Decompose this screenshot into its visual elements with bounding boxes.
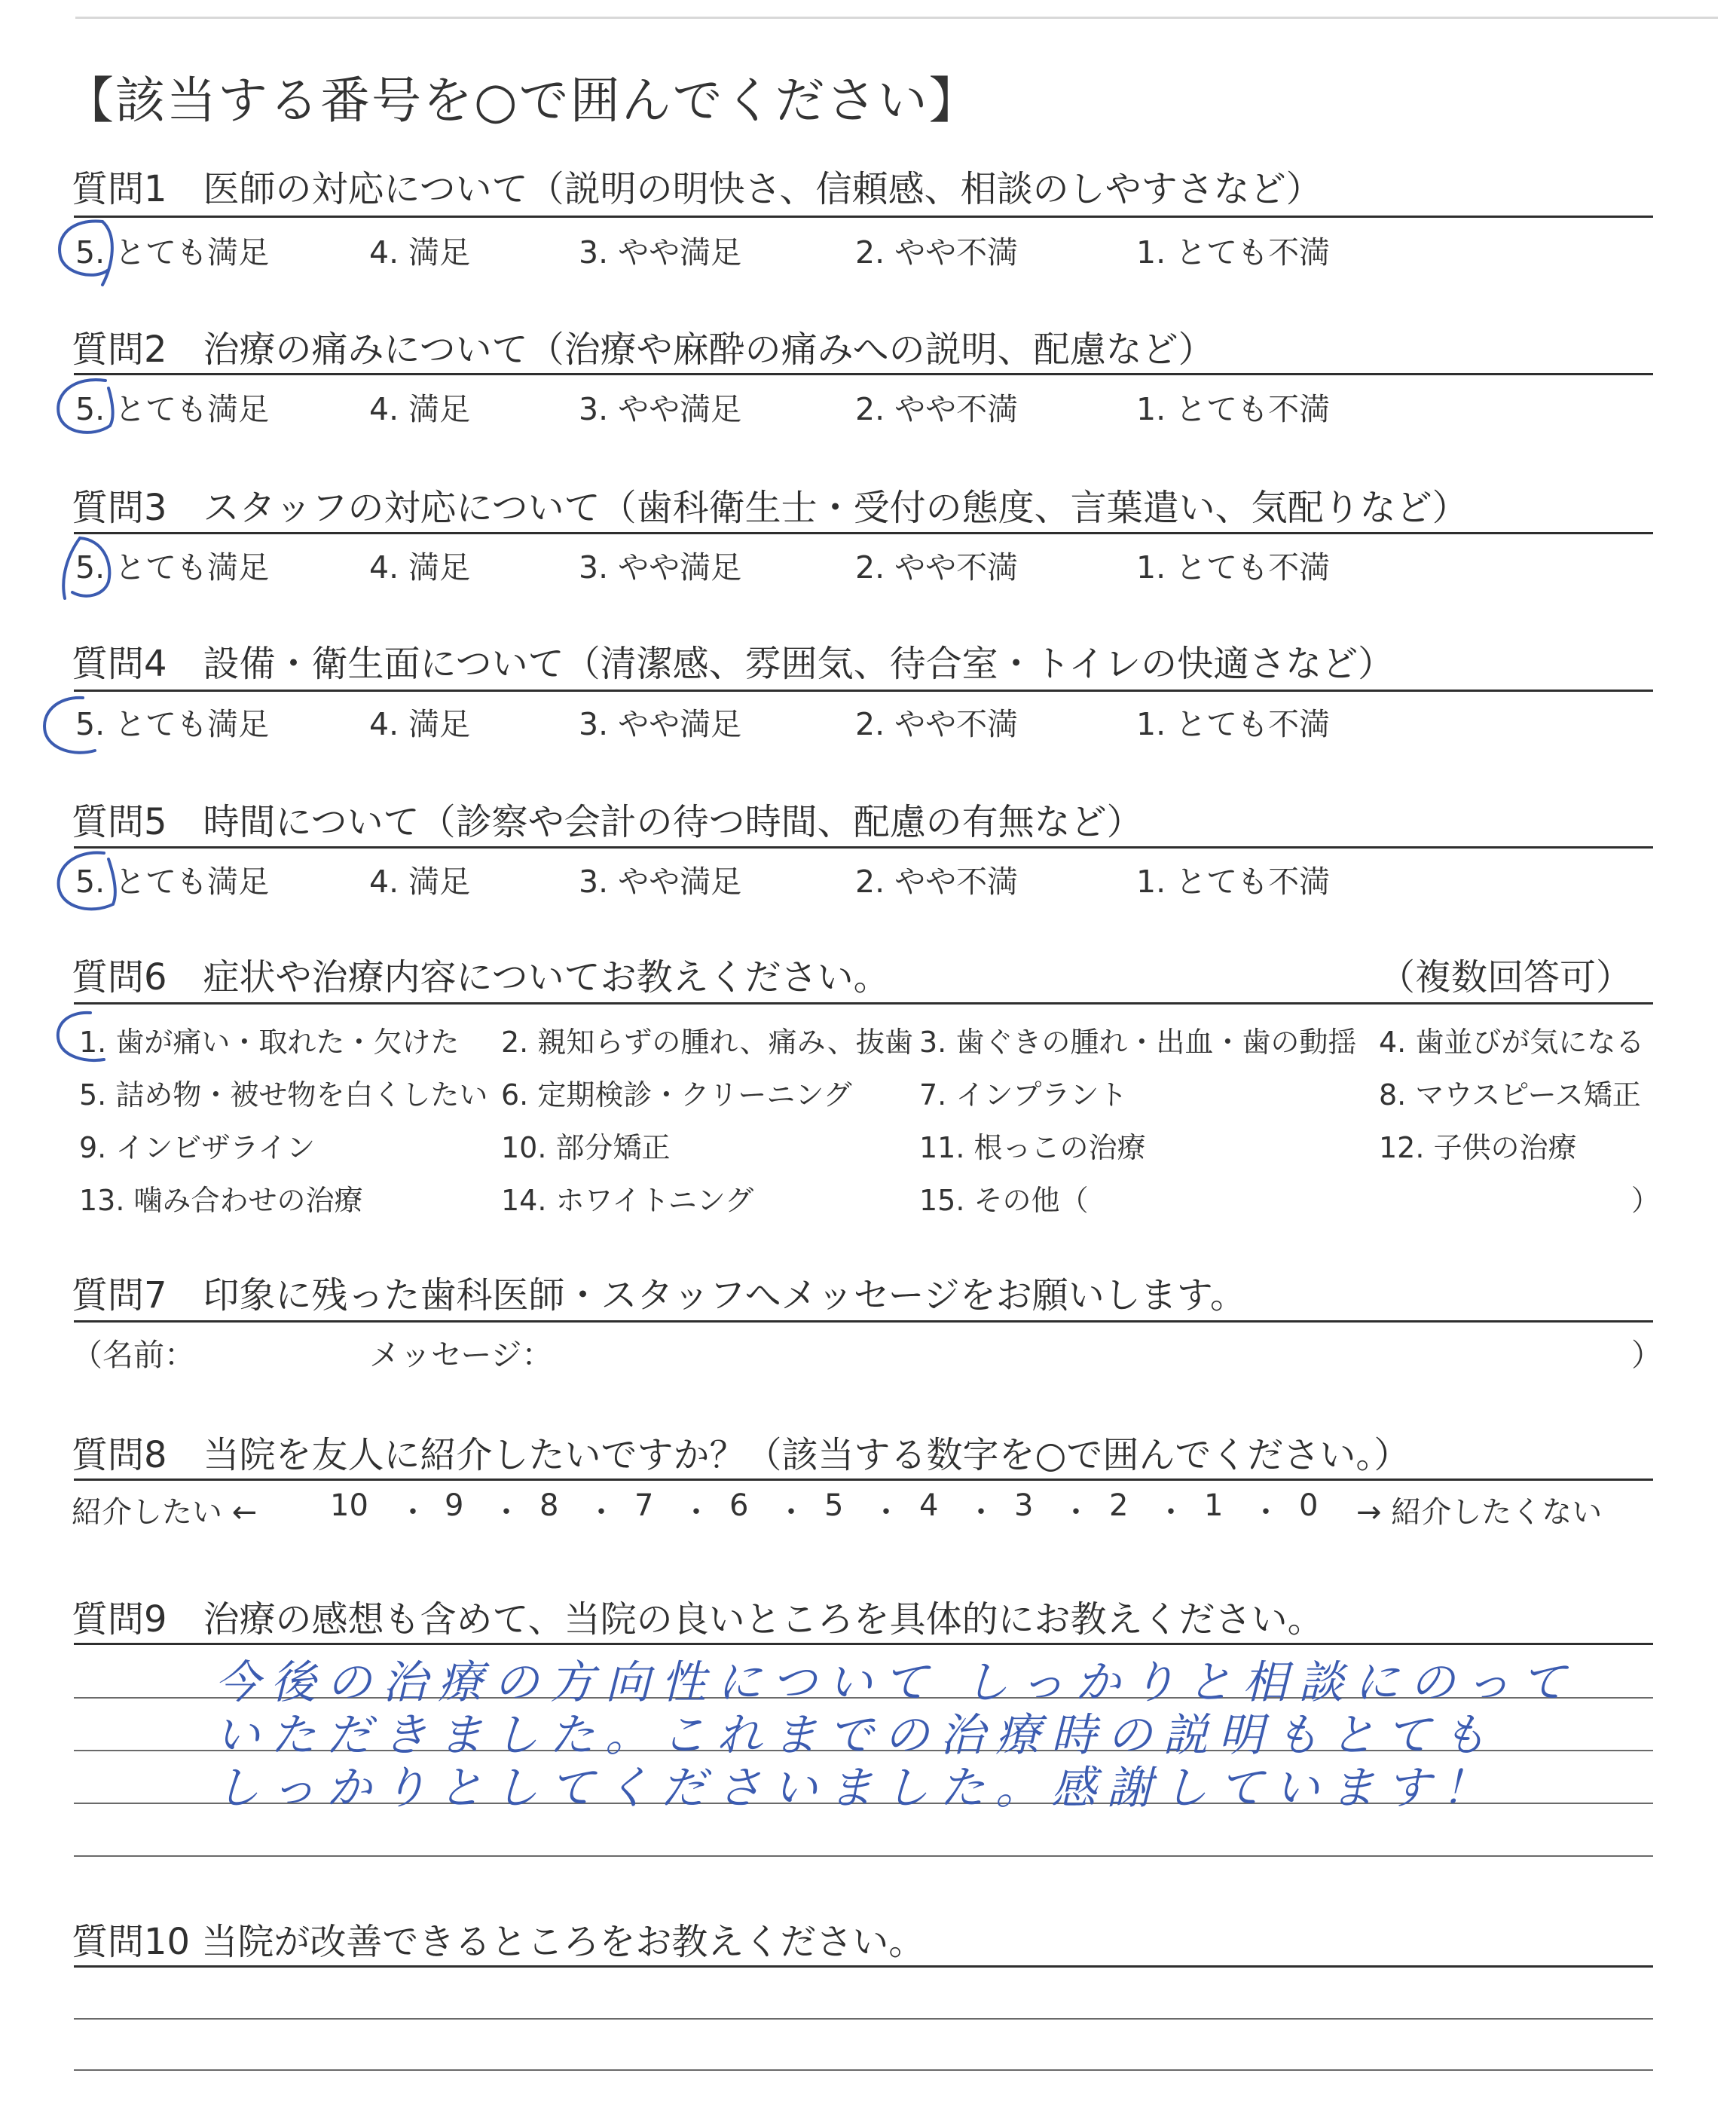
q4-option-3[interactable]: 3. やや満足	[579, 706, 742, 742]
scan-top-edge	[75, 17, 1718, 19]
q8-separator: ・	[586, 1495, 616, 1530]
q6-item-6[interactable]: 6. 定期検診・クリーニング	[501, 1078, 852, 1112]
q4-option-4[interactable]: 4. 満足	[369, 706, 471, 742]
q5-option-3[interactable]: 3. やや満足	[579, 864, 742, 900]
q6-item-14[interactable]: 14. ホワイトニング	[501, 1184, 754, 1217]
question-9-label: 質問9 治療の感想も含めて、当院の良いところを具体的にお教えください。	[72, 1598, 1324, 1641]
question-7-rule	[74, 1320, 1653, 1323]
q3-option-3[interactable]: 3. やや満足	[579, 549, 742, 586]
q3-answer-circle	[50, 532, 133, 607]
q8-score-4[interactable]: 4	[919, 1488, 939, 1523]
question-1-rule	[74, 216, 1653, 218]
q8-score-9[interactable]: 9	[445, 1488, 464, 1523]
q4-option-5[interactable]: 5. とても満足	[75, 706, 270, 742]
q8-score-10[interactable]: 10	[330, 1488, 368, 1523]
q8-score-1[interactable]: 1	[1204, 1488, 1224, 1523]
q3-option-2[interactable]: 2. やや不満	[855, 549, 1019, 586]
question-5-rule	[74, 846, 1653, 849]
q2-option-5[interactable]: 5. とても満足	[75, 391, 270, 427]
q6-item-15-other[interactable]: 15. その他（	[919, 1184, 1089, 1217]
q6-item-13[interactable]: 13. 噛み合わせの治療	[79, 1184, 363, 1217]
q2-option-1[interactable]: 1. とても不満	[1136, 391, 1331, 427]
q6-item-5[interactable]: 5. 詰め物・被せ物を白くしたい	[79, 1078, 488, 1112]
q3-option-4[interactable]: 4. 満足	[369, 549, 471, 586]
q8-score-5[interactable]: 5	[824, 1488, 844, 1523]
question-10-label: 質問10 当院が改善できるところをお教えください。	[72, 1921, 925, 1963]
question-8-rule	[74, 1479, 1653, 1481]
q4-option-1[interactable]: 1. とても不満	[1136, 706, 1331, 742]
q5-option-4[interactable]: 4. 満足	[369, 864, 471, 900]
q10-answer-line	[74, 2069, 1653, 2071]
q6-answer-circle	[45, 1002, 128, 1070]
question-10-rule	[74, 1965, 1653, 1968]
q8-score-3[interactable]: 3	[1014, 1488, 1034, 1523]
q5-option-1[interactable]: 1. とても不満	[1136, 864, 1331, 900]
q2-answer-circle	[45, 373, 136, 445]
q6-item-12[interactable]: 12. 子供の治療	[1379, 1131, 1577, 1164]
q6-other-close-paren: ）	[1631, 1184, 1661, 1217]
q8-separator: ・	[966, 1495, 996, 1530]
question-6-label: 質問6 症状や治療内容についてお教えください。	[72, 956, 890, 998]
q8-score-6[interactable]: 6	[729, 1488, 749, 1523]
q7-close-paren: ）	[1631, 1337, 1662, 1373]
q3-option-5[interactable]: 5. とても満足	[75, 549, 270, 586]
question-1-label: 質問1 医師の対応について（説明の明快さ、信頼感、相談のしやすさなど）	[72, 168, 1322, 210]
q1-option-1[interactable]: 1. とても不満	[1136, 234, 1331, 271]
q8-separator: ・	[776, 1495, 806, 1530]
q1-answer-circle	[50, 213, 133, 288]
question-3-rule	[74, 532, 1653, 534]
q8-separator: ・	[398, 1495, 428, 1530]
q6-item-10[interactable]: 10. 部分矯正	[501, 1131, 671, 1164]
q9-handwritten-line-3: しっかりとしてくださいました。感謝しています！	[215, 1762, 1497, 1815]
q8-separator: ・	[1156, 1495, 1186, 1530]
q8-separator: ・	[1251, 1495, 1281, 1530]
question-3-label: 質問3 スタッフの対応について（歯科衛生士・受付の態度、言葉遣い、気配りなど）	[72, 487, 1469, 529]
question-7-label: 質問7 印象に残った歯科医師・スタッフへメッセージをお願いします。	[72, 1274, 1246, 1316]
q1-option-4[interactable]: 4. 満足	[369, 234, 471, 271]
question-4-rule	[74, 690, 1653, 692]
question-6-rule	[74, 1002, 1653, 1005]
q6-item-8[interactable]: 8. マウスピース矯正	[1379, 1078, 1641, 1112]
q8-separator: ・	[491, 1495, 521, 1530]
question-5-label: 質問5 時間について（診察や会計の待つ時間、配慮の有無など）	[72, 801, 1143, 843]
q6-item-4[interactable]: 4. 歯並びが気になる	[1379, 1026, 1645, 1059]
q1-option-3[interactable]: 3. やや満足	[579, 234, 742, 271]
q2-option-4[interactable]: 4. 満足	[369, 391, 471, 427]
q6-item-11[interactable]: 11. 根っこの治療	[919, 1131, 1146, 1164]
q9-handwritten-line-2: いただきました。これまでの治療時の説明もとても	[215, 1709, 1497, 1762]
question-8-label: 質問8 当院を友人に紹介したいですか？（該当する数字を○で囲んでください。）	[72, 1434, 1410, 1476]
question-6-note: （複数回答可）	[1379, 956, 1633, 998]
q6-item-7[interactable]: 7. インプラント	[919, 1078, 1128, 1112]
q5-answer-circle	[45, 844, 136, 919]
page-title: 【該当する番号を○で囲んでください】	[64, 72, 980, 130]
q1-option-5[interactable]: 5. とても満足	[75, 234, 270, 271]
question-4-label: 質問4 設備・衛生面について（清潔感、雰囲気、待合室・トイレの快適さなど）	[72, 643, 1395, 685]
question-2-label: 質問2 治療の痛みについて（治療や麻酔の痛みへの説明、配慮など）	[72, 329, 1215, 371]
q3-option-1[interactable]: 1. とても不満	[1136, 549, 1331, 586]
q8-right-label: → 紹介したくない	[1356, 1495, 1603, 1530]
q5-option-5[interactable]: 5. とても満足	[75, 864, 270, 900]
q10-answer-line	[74, 2018, 1653, 2020]
q5-option-2[interactable]: 2. やや不満	[855, 864, 1019, 900]
q6-item-9[interactable]: 9. インビザライン	[79, 1131, 316, 1164]
q7-message-label: メッセージ：	[369, 1337, 553, 1373]
q6-item-3[interactable]: 3. 歯ぐきの腫れ・出血・歯の動揺	[919, 1026, 1357, 1059]
q8-score-0[interactable]: 0	[1299, 1488, 1319, 1523]
q2-option-2[interactable]: 2. やや不満	[855, 391, 1019, 427]
q8-separator: ・	[681, 1495, 711, 1530]
q9-answer-line	[74, 1855, 1653, 1857]
q6-item-2[interactable]: 2. 親知らずの腫れ、痛み、抜歯	[501, 1026, 913, 1059]
q8-separator: ・	[871, 1495, 901, 1530]
q8-score-7[interactable]: 7	[634, 1488, 654, 1523]
q1-option-2[interactable]: 2. やや不満	[855, 234, 1019, 271]
question-2-rule	[74, 373, 1653, 375]
q8-score-2[interactable]: 2	[1109, 1488, 1129, 1523]
q8-separator: ・	[1061, 1495, 1091, 1530]
q7-name-label: （名前：	[72, 1337, 195, 1373]
q6-item-1[interactable]: 1. 歯が痛い・取れた・欠けた	[79, 1026, 460, 1059]
q8-score-8[interactable]: 8	[539, 1488, 559, 1523]
q4-option-2[interactable]: 2. やや不満	[855, 706, 1019, 742]
question-9-rule	[74, 1643, 1653, 1645]
q9-handwritten-line-1: 今後の治療の方向性について しっかりと相談にのって	[215, 1656, 1577, 1709]
q8-left-label: 紹介したい ←	[72, 1495, 258, 1530]
q2-option-3[interactable]: 3. やや満足	[579, 391, 742, 427]
q4-answer-circle	[30, 687, 121, 763]
